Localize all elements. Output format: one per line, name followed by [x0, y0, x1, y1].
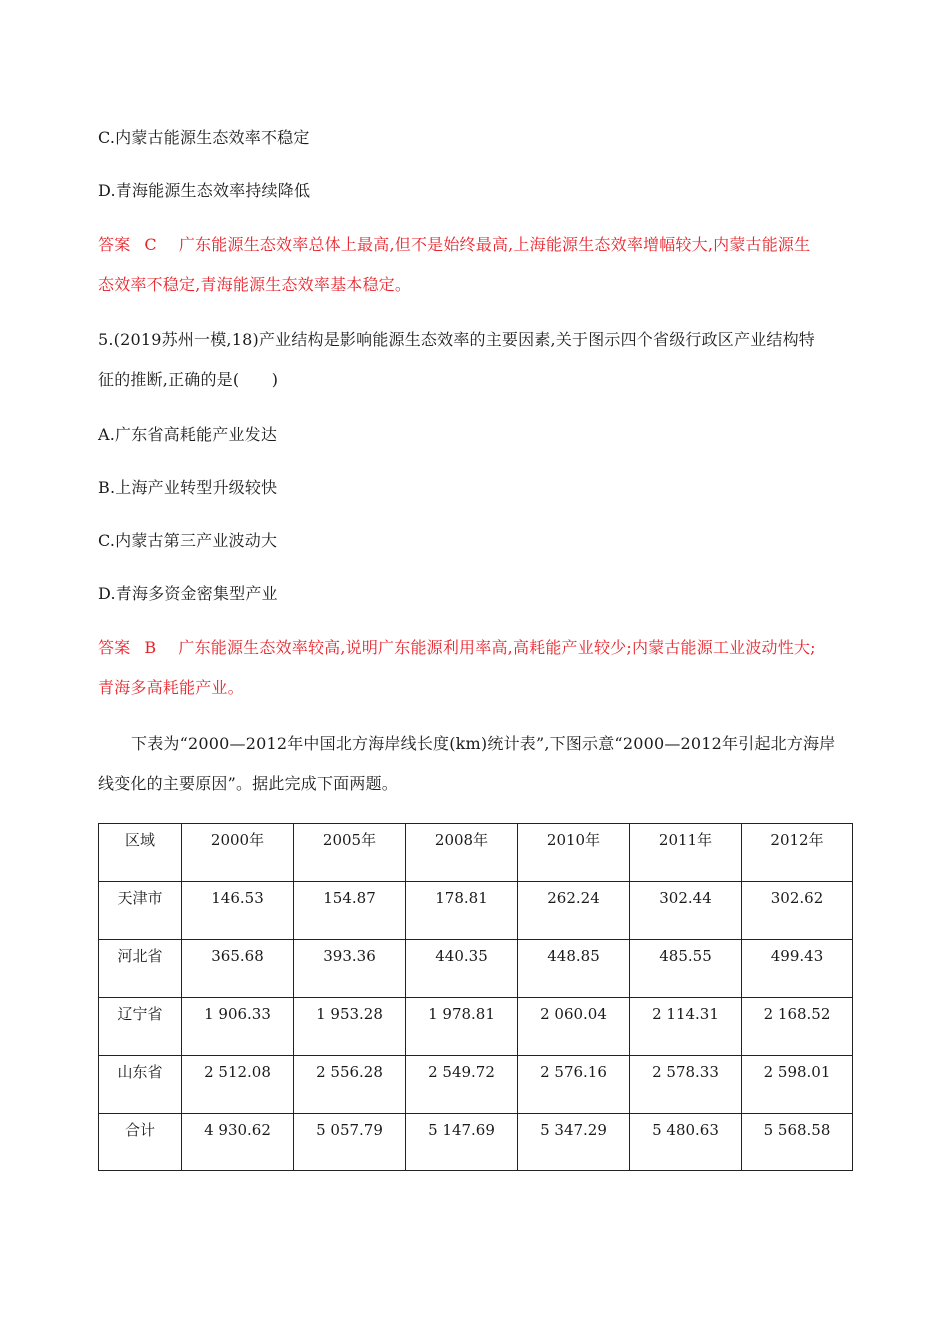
question-5-stem-line-1: 5.(2019苏州一模,18)产业结构是影响能源生态效率的主要因素,关于图示四个省级行政区产业结构特: [98, 330, 816, 349]
answer-tag: 答案: [98, 235, 131, 254]
table-cell: 2 060.04: [518, 998, 630, 1056]
answer-tag: 答案: [98, 638, 131, 657]
question-4-option-d: D.青海能源生态效率持续降低: [98, 181, 311, 200]
header-cell: 2000年: [182, 824, 294, 882]
question-5-answer-line-1: [98, 638, 816, 658]
table-cell: 1 906.33: [182, 998, 294, 1056]
table-cell: 合计: [99, 1114, 182, 1171]
table-cell: 山东省: [99, 1056, 182, 1114]
table-cell: 485.55: [630, 940, 742, 998]
table-row: [99, 940, 853, 998]
table-cell: 1 978.81: [406, 998, 518, 1056]
table-cell: 5 568.58: [742, 1114, 853, 1171]
table-row-total: [99, 1114, 853, 1171]
question-5-option-d: D.青海多资金密集型产业: [98, 584, 278, 603]
table-row: [99, 882, 853, 940]
question-5-option-a: A.广东省高耗能产业发达: [98, 425, 278, 444]
table-cell: 2 168.52: [742, 998, 853, 1056]
table-cell: 440.35: [406, 940, 518, 998]
header-cell: 2005年: [294, 824, 406, 882]
header-cell: 2010年: [518, 824, 630, 882]
intro-line-1: 下表为“2000—2012年中国北方海岸线长度(km)统计表”,下图示意“2000—2012年引起北方海岸: [131, 734, 836, 753]
table-cell: 178.81: [406, 882, 518, 940]
question-4-option-c: C.内蒙古能源生态效率不稳定: [98, 128, 310, 147]
answer-explanation: 广东能源生态效率总体上最高,但不是始终最高,上海能源生态效率增幅较大,内蒙古能源生: [178, 235, 811, 254]
header-cell: 2011年: [630, 824, 742, 882]
table-cell: 2 578.33: [630, 1056, 742, 1114]
table-cell: 365.68: [182, 940, 294, 998]
table-cell: 5 057.79: [294, 1114, 406, 1171]
table-cell: 2 512.08: [182, 1056, 294, 1114]
question-5-option-b: B.上海产业转型升级较快: [98, 478, 278, 497]
table-cell: 302.44: [630, 882, 742, 940]
table-cell: 1 953.28: [294, 998, 406, 1056]
header-cell: 2012年: [742, 824, 853, 882]
table-header-row: [99, 824, 853, 882]
answer-letter: C: [144, 235, 157, 254]
table-cell: 5 480.63: [630, 1114, 742, 1171]
table-cell: 天津市: [99, 882, 182, 940]
question-5-stem-line-2: 征的推断,正确的是( ): [98, 370, 279, 389]
question-4-answer-line-2: 态效率不稳定,青海能源生态效率基本稳定。: [98, 275, 412, 294]
table-cell: 2 114.31: [630, 998, 742, 1056]
table-cell: 2 556.28: [294, 1056, 406, 1114]
table-cell: 448.85: [518, 940, 630, 998]
table-row: [99, 998, 853, 1056]
answer-explanation: 广东能源生态效率较高,说明广东能源利用率高,高耗能产业较少;内蒙古能源工业波动性大;: [178, 638, 816, 657]
table-cell: 302.62: [742, 882, 853, 940]
table-cell: 2 576.16: [518, 1056, 630, 1114]
intro-line-2: 线变化的主要原因”。据此完成下面两题。: [98, 774, 398, 793]
table-cell: 499.43: [742, 940, 853, 998]
question-4-answer-line-1: [98, 235, 810, 255]
table-cell: 5 347.29: [518, 1114, 630, 1171]
question-5-answer-line-2: 青海多高耗能产业。: [98, 678, 244, 697]
table-cell: 2 598.01: [742, 1056, 853, 1114]
table-cell: 2 549.72: [406, 1056, 518, 1114]
table-cell: 262.24: [518, 882, 630, 940]
table-cell: 5 147.69: [406, 1114, 518, 1171]
table-cell: 4 930.62: [182, 1114, 294, 1171]
header-cell: 区域: [99, 824, 182, 882]
table-cell: 154.87: [294, 882, 406, 940]
table-row: [99, 1056, 853, 1114]
header-cell: 2008年: [406, 824, 518, 882]
table-cell: 146.53: [182, 882, 294, 940]
table-cell: 辽宁省: [99, 998, 182, 1056]
answer-letter: B: [144, 638, 157, 657]
table-cell: 河北省: [99, 940, 182, 998]
table-cell: 393.36: [294, 940, 406, 998]
question-5-option-c: C.内蒙古第三产业波动大: [98, 531, 278, 550]
coastline-length-table: [98, 823, 853, 1171]
